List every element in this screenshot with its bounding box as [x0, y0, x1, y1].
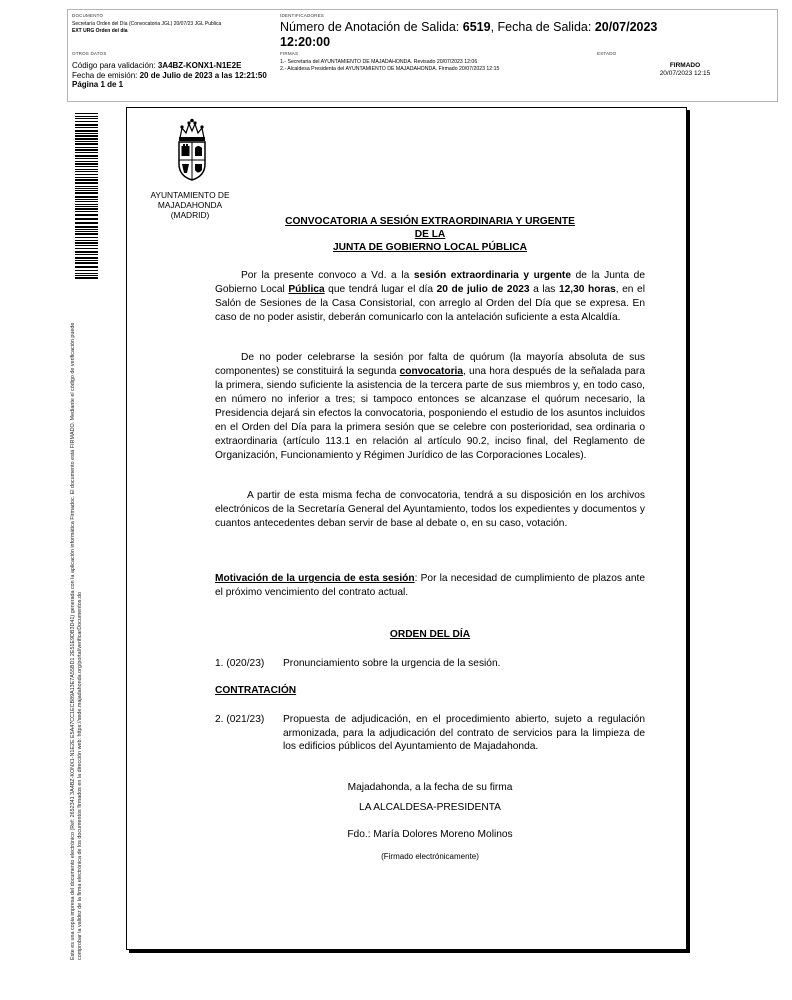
- paragraph-documentation: A partir de esta misma fecha de convocatoria, tendrá a su disposición en los archivos electrónicos de la Secretaría General del Ayuntamiento, todos los expedientes y documentos y cuantos antecedentes deban servir de base al debate o, en su caso, votación.: [215, 490, 645, 529]
- validation-code: Código para validación: 3A4BZ-KONX1-N1E2E: [72, 61, 242, 70]
- barcode-bar: [75, 222, 98, 224]
- otros-datos-cell: [68, 48, 276, 102]
- barcode-bar: [75, 186, 98, 187]
- firma-item: 2.- Alcaldesa Presidenta del AYUNTAMIENTO DE MAJADAHONDA. Firmado 20/07/2023 12:15: [280, 66, 500, 72]
- document-header: [67, 9, 778, 102]
- barcode-bar: [75, 231, 98, 232]
- barcode-bar: [75, 155, 98, 157]
- barcode-bar: [75, 229, 98, 230]
- barcode-bar: [75, 169, 98, 170]
- barcode-bar: [75, 182, 98, 184]
- barcode-bar: [75, 177, 98, 178]
- barcode-bar: [75, 174, 98, 175]
- barcode-bar: [75, 118, 98, 119]
- barcode-bar: [75, 190, 98, 191]
- agenda-item-number: 2. (021/23): [215, 714, 265, 725]
- barcode-bar: [75, 188, 98, 189]
- barcode-bar: [75, 257, 98, 259]
- agenda-item-text: Propuesta de adjudicación, en el procedimiento abierto, sujeto a regulación armonizada, para la adjudicación del contrato de servicios para la limpieza de los edificios públicos del Ayuntamiento de Majadahonda.: [283, 714, 645, 752]
- otros-datos-label: OTROS DATOS: [72, 51, 107, 56]
- barcode-bar: [75, 166, 98, 167]
- barcode-bar: [75, 143, 98, 145]
- barcode-bar: [75, 135, 98, 137]
- paragraph-motivacion: Motivación de la urgencia de esta sesión: Por la necesidad de cumplimiento de plazos ante el próximo vencimiento del contrato actual.: [215, 573, 645, 598]
- barcode-bar: [75, 127, 98, 128]
- identificadores-cell: [276, 10, 777, 48]
- barcode-bar: [75, 130, 98, 132]
- estado-cell: [593, 48, 777, 102]
- barcode-bar: [75, 121, 98, 122]
- barcode-bar: [75, 163, 98, 165]
- barcode-bar: [75, 141, 98, 142]
- orden-del-dia-heading: ORDEN DEL DÍA: [389, 629, 471, 640]
- documento-line-2: EXT URG Orden del día: [72, 27, 128, 34]
- barcode-bar: [75, 179, 98, 181]
- barcode-bar: [75, 211, 98, 212]
- barcode-bar: [75, 199, 98, 200]
- barcode-bar: [75, 237, 98, 238]
- section-contratacion: CONTRATACIÓN: [215, 685, 297, 696]
- firmas-cell: [276, 48, 593, 102]
- documento-line-1: Secretaría Orden del Día (Convocatoria JGL) 20/07/23 JGL Publica: [72, 21, 222, 27]
- barcode-bar: [75, 270, 98, 271]
- barcode-bar: [75, 208, 98, 210]
- barcode-bar: [75, 266, 98, 268]
- barcode-bar: [75, 158, 98, 159]
- estado-date: 20/07/2023 12:15: [659, 70, 711, 77]
- barcode-bar: [75, 147, 98, 148]
- barcode-bar: [75, 262, 98, 264]
- barcode-bar: [75, 133, 98, 134]
- barcode-bar: [75, 251, 98, 253]
- estado-label: ESTADO: [597, 51, 617, 56]
- barcode-bar: [75, 248, 98, 249]
- barcode-bar: [75, 233, 98, 235]
- agenda-item: [215, 657, 645, 671]
- agenda-item-number: 1. (020/23): [215, 658, 265, 669]
- closing-role: LA ALCALDESA-PRESIDENTA: [359, 802, 501, 813]
- barcode-bar: [75, 152, 98, 153]
- barcode-bar: [75, 138, 98, 140]
- documento-cell: [68, 10, 276, 48]
- barcode-bar: [75, 192, 98, 194]
- page-count: Página 1 de 1: [72, 80, 124, 90]
- barcode-bar: [75, 116, 98, 117]
- anotacion-salida: Número de Anotación de Salida: 6519, Fecha de Salida: 20/07/2023 12:20:00: [280, 20, 658, 48]
- closing-note: (Firmado electrónicamente): [381, 852, 479, 861]
- identificadores-label: IDENTIFICADORES: [280, 13, 325, 18]
- closing-place: Majadahonda, a la fecha de su firma: [347, 782, 513, 793]
- firmas-label: FIRMAS: [280, 51, 299, 56]
- documento-label: DOCUMENTO: [72, 13, 104, 18]
- closing-signature: Fdo.: María Dolores Moreno Molinos: [347, 829, 513, 840]
- institution-name: AYUNTAMIENTO DE MAJADAHONDA (MADRID): [150, 190, 230, 220]
- firma-item: 1.- Secretaria del AYUNTAMIENTO DE MAJADAHONDA. Revisado 20/07/2023 12:06: [280, 59, 478, 65]
- barcode-bar: [75, 113, 98, 114]
- barcode-bar: [75, 275, 98, 276]
- barcode-bar: [75, 204, 98, 205]
- barcode-bar: [75, 161, 98, 162]
- agenda-item: [215, 713, 645, 769]
- verification-note: Este es una copia impresa del documento electrónico (Ref: 2652341 3A4BZ-KONX1-N1E2E E5A47CC1ECB89A13E7A55BD1 2E51E9DB3D41) generada con la aplicación informática Firmadoc. El documento está FIRMADO. Mediante el código de verificación puede comprobar la validez de la firma electrónica de los documentos firmados en la dirección web: https://sede.majadahonda.org/portal/verificarDocumentos.do: [70, 322, 84, 960]
- agenda-item-text: Pronunciamiento sobre la urgencia de la sesión.: [283, 658, 501, 669]
- barcode-bar: [75, 226, 98, 228]
- barcode-bar: [75, 171, 98, 172]
- barcode-bar: [75, 260, 98, 261]
- paragraph-quorum: De no poder celebrarse la sesión por falta de quórum (la mayoría absoluta de sus componentes) se constituirá la segunda convocatoria, una hora después de la señalada para la primera, siendo suficiente la asistencia de la tercera parte de sus miembros y, en todo caso, en número no inferior a tres; si tampoco entonces se alcanzase el quórum necesario, la Presidencia dejará sin efectos la convocatoria, posponiendo el estudio de los asuntos incluidos en el Orden del Día para la primera sesión que se celebre con posterioridad, sea ordinaria o extraordinaria (artículo 113.1 en relación al artículo 90.2, inciso final, del Reglamento de Organización, Funcionamiento y Régimen Jurídico de las Corporaciones Locales).: [215, 352, 645, 461]
- barcode-bar: [75, 124, 98, 126]
- barcode-bar: [75, 277, 98, 279]
- emission-date: Fecha de emisión: 20 de Julio de 2023 a las 12:21:50: [72, 70, 267, 80]
- barcode-bar: [75, 242, 98, 244]
- barcode-bar: [75, 254, 98, 255]
- paragraph-convocatoria: Por la presente convoco a Vd. a la sesión extraordinaria y urgente de la Junta de Gobierno Local Pública que tendrá lugar el día 20 de julio de 2023 a las 12,30 horas, en el Salón de Sesiones de la Casa Consistorial, con arreglo al Orden del Día que se expresa. En caso de no poder asistir, deberán comunicarlo con la antelación suficiente a esta Alcaldía.: [215, 270, 645, 323]
- barcode-bar: [75, 196, 98, 198]
- barcode-bar: [75, 214, 98, 216]
- barcode-bar: [75, 201, 98, 202]
- estado-value: FIRMADO: [669, 62, 701, 69]
- barcode-bar: [75, 206, 98, 207]
- barcode-bar: [75, 149, 98, 151]
- barcode-bar: [75, 240, 98, 241]
- barcode-bar: [75, 273, 98, 274]
- barcode-bar: [75, 245, 98, 246]
- barcode-bar: [75, 218, 98, 220]
- barcode: [75, 113, 98, 280]
- coat-of-arms-icon: [174, 118, 210, 184]
- document-title: CONVOCATORIA A SESIÓN EXTRAORDINARIA Y URGENTE DE LA JUNTA DE GOBIERNO LOCAL PÚBLICA: [285, 216, 575, 253]
